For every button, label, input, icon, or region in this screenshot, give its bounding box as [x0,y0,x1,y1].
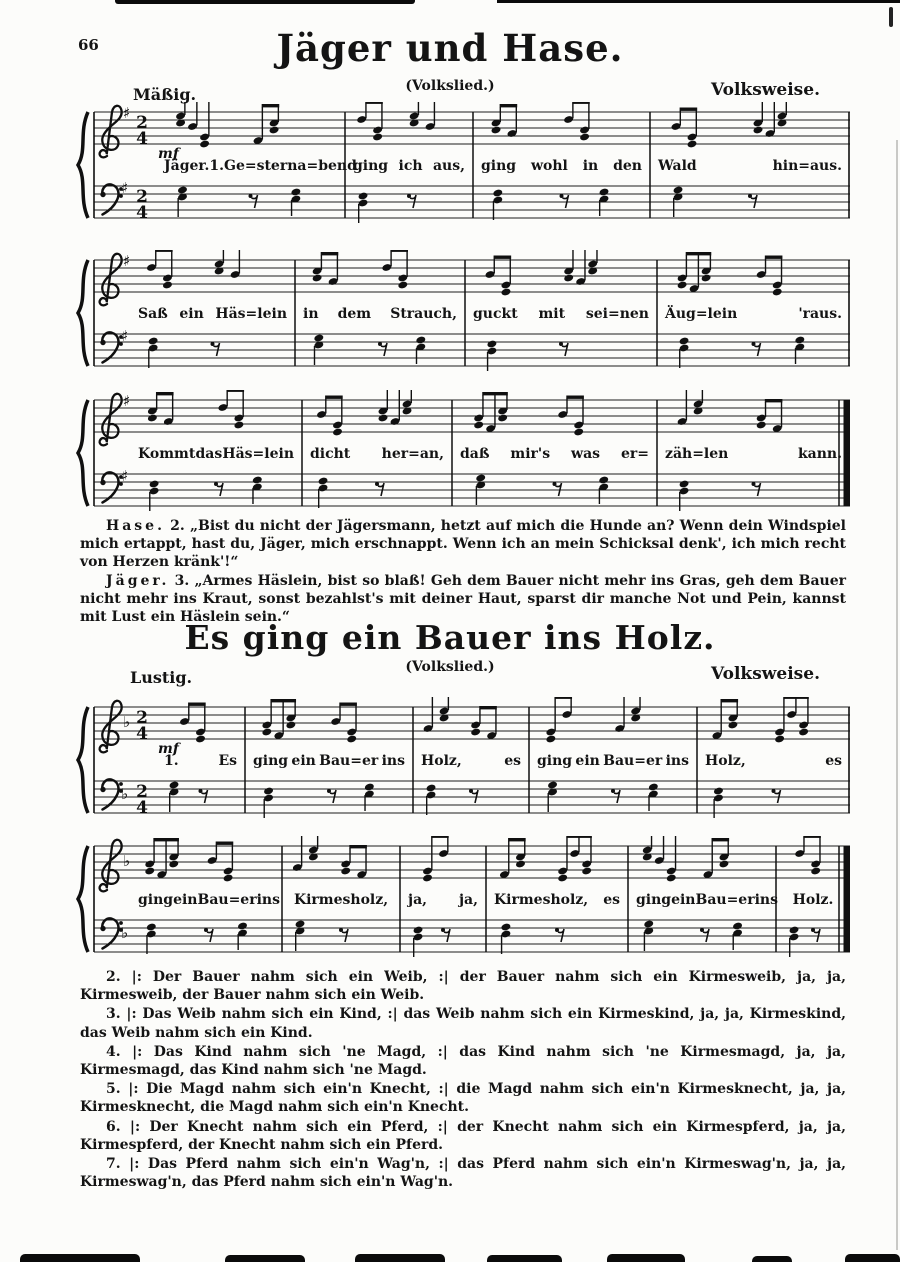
scan-artifact-bottom [355,1254,445,1262]
lyric-syllable: aus, [432,158,465,174]
lyric-syllable: ging [138,892,174,908]
lyric-syllable: Bau=er [319,753,379,769]
song2-attribution: Volksweise. [711,664,820,684]
note-head [290,188,301,197]
note-head [372,133,383,142]
lyric-syllable: Holz, [421,753,462,769]
lyric-measure [130,888,282,912]
verse-number: 6. [106,1118,121,1135]
note-head [581,867,592,876]
lyric-syllable: ja, [408,892,428,908]
lyric-syllable: was [571,446,601,462]
lyric-syllable: wohl [530,158,568,174]
lyric-measure [452,442,657,466]
note-head [648,783,659,792]
lyric-syllable: ein [291,753,316,769]
note-head [497,414,508,423]
lyric-syllable: ging [253,753,289,769]
system-brace [78,400,88,506]
dynamic-marking: mf [158,146,179,162]
lyric-measure [156,154,357,178]
lyric-syllable: dem [337,306,372,322]
note-head [687,140,698,149]
note-head [168,860,179,869]
note-head [679,480,690,489]
note-head [364,783,375,792]
time-signature: 2 [136,187,148,207]
lyric-syllable: ins [256,892,280,908]
note-head [195,735,206,744]
note-head [491,126,502,135]
note-head [573,428,584,437]
lyric-measure [345,154,473,178]
lyric-syllable: sei=nen [585,306,649,322]
note-head [547,781,558,790]
lyric-syllable: in [303,306,319,322]
song1-subtitle: (Volkslied.) [405,78,495,94]
lyric-syllable: mit [538,306,566,322]
note-head [147,414,158,423]
note-head [346,735,357,744]
note-head [146,923,157,932]
note-head [794,336,805,345]
verse-line [80,518,846,572]
note-head [492,189,503,198]
lyric-measure [628,888,776,912]
scan-artifact-bottom [487,1255,562,1262]
note-head [261,728,272,737]
note-head [501,288,512,297]
scan-artifact-mark [889,7,893,27]
scan-artifact-top [115,0,415,4]
lyric-syllable: Bau=er [197,892,257,908]
system-brace [78,112,88,218]
verse-text: |: Die Magd nahm sich ein'n Knecht, :| die Magd nahm sich ein'n Kirmesknecht, ja, ja, Kirmesknecht, die Magd nahm sich ein'n Knecht. [80,1081,847,1116]
lyric-measure [130,442,302,466]
note-head [501,923,512,932]
scan-artifact-bottom [845,1254,900,1262]
lyric-syllable: zäh=len [665,446,729,462]
note-head [666,874,677,883]
verse-number: 7. [106,1155,121,1172]
scan-artifact-bottom [607,1254,685,1262]
lyric-syllable: Bau=er [603,753,663,769]
key-signature: ♯ [123,252,131,270]
note-head [162,281,173,290]
lyric-measure [295,302,465,326]
note-head [732,922,743,931]
lyric-measure [657,442,850,466]
note-head [422,874,433,883]
music-system [72,102,852,232]
lyric-syllable: Jäger. [164,158,210,174]
lyric-syllable: 'raus. [798,306,842,322]
note-head [148,337,159,346]
note-head [234,421,245,430]
note-head [774,735,785,744]
song2-tempo: Lustig. [130,668,193,687]
lyric-syllable: Holz. [792,892,834,908]
music-system [72,250,852,380]
verse-line [80,1080,846,1116]
lyric-syllable: ging [353,158,389,174]
key-signature: ♯ [123,104,131,122]
verse-line [80,968,846,1004]
note-head [599,188,610,197]
note-head [318,477,329,486]
lyric-syllable: mir's [510,446,551,462]
lyric-measure [282,888,400,912]
dynamic-marking: mf [158,741,179,757]
note-head [643,920,654,929]
lyric-syllable: ein [173,892,198,908]
note-head [810,867,821,876]
time-signature: 4 [136,724,148,744]
verse-number: 2. [106,969,121,985]
note-head [313,334,324,343]
key-signature: ♯ [121,179,129,197]
lyric-syllable: ging [636,892,672,908]
note-head [713,787,724,796]
lyric-syllable: Ge=stern [223,158,298,174]
verse-text: |: Das Pferd nahm sich ein'n Wag'n, :| das Pferd nahm sich ein'n Kirmeswag'n, ja, ja, Kirmeswag'n, das Pferd nahm sich ein'n Wag'n. [80,1155,847,1191]
lyric-syllable: kann. [797,446,842,462]
lyric-measure [529,749,697,773]
page-number: 66 [78,36,99,54]
treble-clef-icon [100,701,122,753]
lyric-syllable: Kirmesholz, [494,892,589,908]
lyric-syllable: 1. [209,158,224,174]
lyric-syllable: 1. [164,753,179,769]
lyric-syllable: ja, [458,892,478,908]
lyric-syllable: Es [218,753,237,769]
system-brace [78,846,88,952]
lyric-syllable: Wald [658,158,697,174]
note-head [177,186,188,195]
verse-text: |: Das Weib nahm sich ein Kind, :| das Weib nahm sich ein Kirmeskind, ja, ja, Kirmeskind, das Weib nahm sich ein Kind. [80,1006,846,1041]
treble-clef-icon [100,106,122,158]
key-signature: ♯ [121,327,129,345]
lyric-syllable: ins [381,753,405,769]
verse-line [80,1043,846,1079]
time-signature: 4 [136,798,148,818]
music-system [72,697,852,827]
lyric-measure [776,888,850,912]
verse-text: |: Der Bauer nahm sich ein Weib, :| der Bauer nahm sich ein Kirmesweib, ja, ja, Kirmesweib, der Bauer nahm sich ein Weib. [80,969,847,1004]
note-head [415,336,426,345]
lyric-measure [130,302,295,326]
key-signature: ♯ [121,467,129,485]
note-head [487,340,498,349]
note-head [252,476,263,485]
time-signature: 4 [136,203,148,223]
verse-number: 4. [106,1043,121,1060]
note-head [515,860,526,869]
note-head [332,428,343,437]
scan-artifact-bottom [20,1254,140,1262]
song2-subtitle: (Volkslied.) [405,659,495,675]
time-signature: 2 [136,113,148,133]
note-head [677,281,688,290]
note-head [223,874,234,883]
verse-line [80,1155,846,1191]
lyric-measure [697,749,850,773]
verse-number: 5. [106,1081,121,1098]
note-head [269,126,280,135]
lyric-syllable: ging [537,753,573,769]
music-system [72,836,852,966]
lyric-measure [413,749,529,773]
note-head [340,867,351,876]
note-head [413,926,424,935]
verse-text: |: Das Kind nahm sich 'ne Magd, :| das Kind nahm sich 'ne Kirmesmagd, ja, ja, Kirmesmagd, das Kind nahm sich 'ne Magd. [80,1043,846,1078]
scan-artifact-bottom [225,1255,305,1262]
note-head [263,787,274,796]
verse-number: 3. [174,572,190,589]
note-head [753,126,764,135]
lyric-measure [302,442,452,466]
lyric-syllable: daß [460,446,490,462]
lyric-syllable: ich [398,158,423,174]
note-head [728,721,739,730]
song2-title: Es ging ein Bauer ins Holz. [184,618,716,657]
lyric-syllable: das [195,446,223,462]
note-head [798,728,809,737]
verse-text: „Bist du nicht der Jägersmann, hetzt auf mich die Hunde an? Wenn dein Windspiel mich ertappt, hast du, Jäger, mich erschnappt. Wenn ich an mein Schicksal denk', ich mich recht von Herzen kränk'!“ [80,518,847,570]
system-brace [78,260,88,366]
lyric-syllable: Saß [138,306,168,322]
lyric-syllable: ein [179,306,204,322]
lyric-syllable: a=bend [297,158,357,174]
verse-line [80,1005,846,1041]
lyric-syllable: er= [620,446,649,462]
verse-text: „Armes Häslein, bist so blaß! Geh dem Bauer nicht mehr ins Gras, geh dem Bauer nicht mehr ins Kraut, sonst bezahlst's mit deiner Haut, sparst dir manche Not und Pein, kannst mit Lust ein Häslein sein.“ [80,572,847,625]
note-head [701,274,712,283]
scan-artifact-edge [896,140,898,1250]
note-head [378,414,389,423]
lyric-measure [400,888,486,912]
note-head [673,186,684,195]
lyric-syllable: ins [665,753,689,769]
note-head [598,476,609,485]
note-head [149,480,160,489]
note-head [557,874,568,883]
lyric-syllable: in [582,158,599,174]
note-head [756,421,767,430]
note-head [719,860,730,869]
note-head [789,926,800,935]
note-head [285,721,296,730]
song2-verses [80,968,846,1192]
key-signature: ♯ [123,392,131,410]
treble-clef-icon [100,394,122,446]
note-head [563,274,574,283]
lyric-syllable: ein [671,892,696,908]
lyric-measure [657,302,850,326]
note-head [169,781,180,790]
verse-number: 3. [106,1006,121,1023]
verse-speaker: Hase. [106,518,165,534]
song1-title: Jäger und Hase. [276,26,624,70]
key-signature: ♭ [123,852,131,870]
lyric-syllable: es [825,753,842,769]
note-head [470,728,481,737]
lyric-syllable: her=an, [381,446,444,462]
verse-line [80,1118,846,1154]
song1-tempo: Mäßig. [133,85,197,104]
note-head [475,474,486,483]
key-signature: ♭ [121,785,129,803]
lyric-syllable: ein [575,753,600,769]
lyric-syllable: es [504,753,521,769]
time-signature: 2 [136,782,148,802]
lyric-syllable: Strauch, [390,306,457,322]
lyric-syllable: dicht [310,446,351,462]
note-head [199,140,210,149]
scan-artifact-bottom [752,1256,792,1262]
lyric-syllable: hin=aus. [772,158,842,174]
lyric-syllable: guckt [473,306,518,322]
note-head [312,274,323,283]
treble-clef-icon [100,254,122,306]
verse-number: 2. [170,518,185,534]
song1-attribution: Volksweise. [711,80,820,100]
song1-verses [80,518,846,627]
lyric-syllable: ging [481,158,517,174]
lyric-syllable: Kommt [138,446,196,462]
note-head [545,735,556,744]
lyric-measure [473,154,650,178]
key-signature: ♭ [121,924,129,942]
verse-speaker: Jäger. [106,572,170,589]
lyric-syllable: es [603,892,620,908]
note-head [679,337,690,346]
lyric-syllable: Häs=lein [222,446,294,462]
note-head [426,784,437,793]
note-head [358,192,369,201]
note-head [144,867,155,876]
lyric-measure [650,154,850,178]
lyric-syllable: Kirmesholz, [293,892,389,908]
treble-clef-icon [100,840,122,892]
lyric-syllable: Bau=er [695,892,755,908]
note-head [772,288,783,297]
key-signature: ♭ [123,713,131,731]
verse-text: |: Der Knecht nahm sich ein Pferd, :| der Knecht nahm sich ein Kirmespferd, ja, ja, Kirmespferd, der Knecht nahm sich ein Pferd. [80,1118,846,1153]
system-brace [78,707,88,813]
lyric-syllable: ins [754,892,778,908]
scan-artifact-top [497,0,900,3]
lyric-syllable: Äug=lein [665,306,738,322]
note-head [237,922,248,931]
lyric-measure [156,749,245,773]
note-head [397,281,408,290]
lyric-syllable: Häs=lein [215,306,287,322]
lyric-syllable: Holz, [705,753,746,769]
lyric-measure [245,749,413,773]
lyric-measure [486,888,628,912]
lyric-measure [465,302,657,326]
time-signature: 4 [136,129,148,149]
music-system [72,390,852,520]
note-head [473,421,484,430]
note-head [579,133,590,142]
note-head [295,920,306,929]
time-signature: 2 [136,708,148,728]
lyric-syllable: den [613,158,642,174]
